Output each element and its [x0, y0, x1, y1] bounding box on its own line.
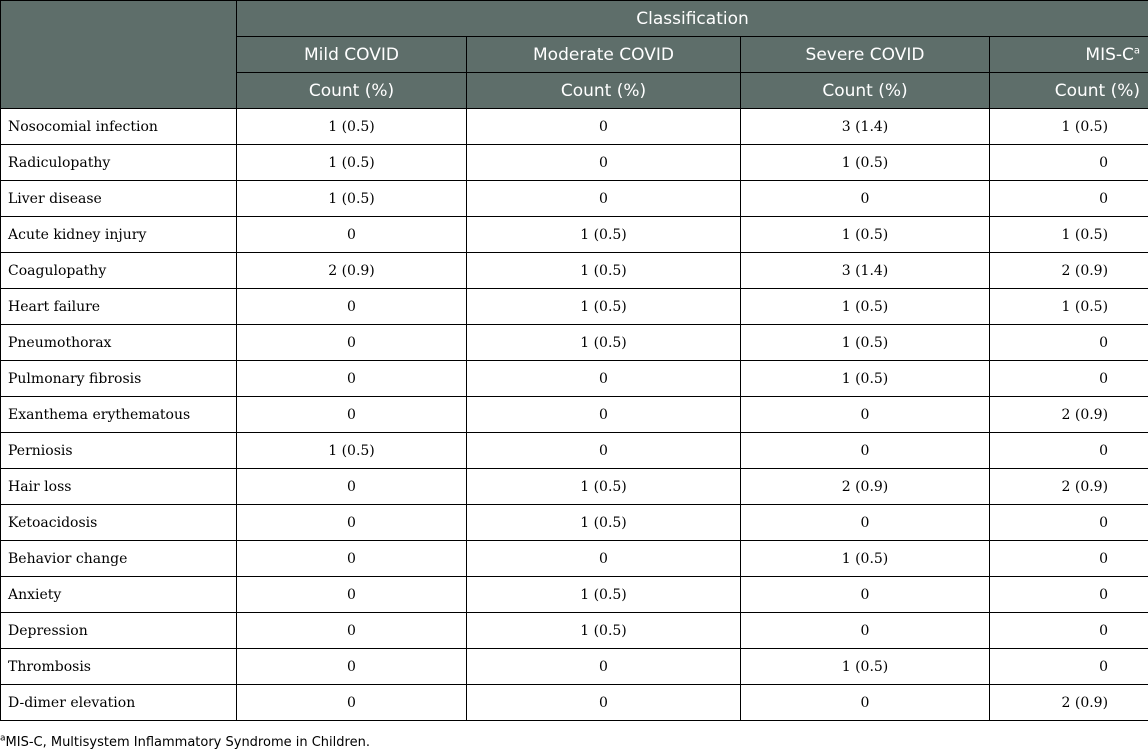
- cell-severe: 0: [741, 577, 990, 613]
- row-label: Pulmonary fibrosis: [1, 361, 237, 397]
- cell-mis-c: 2 (0.9): [990, 469, 1148, 505]
- cell-moderate: 0: [467, 181, 741, 217]
- cell-mis-c: 0: [990, 361, 1148, 397]
- cell-mild: 0: [237, 217, 467, 253]
- row-label: Behavior change: [1, 541, 237, 577]
- table-row: [1, 469, 1148, 505]
- cell-severe: 0: [741, 685, 990, 721]
- footnote-marker: a: [0, 733, 6, 744]
- cell-severe: 0: [741, 181, 990, 217]
- cell-mild: 0: [237, 505, 467, 541]
- row-label: Ketoacidosis: [1, 505, 237, 541]
- subheader-moderate-count: Count (%): [467, 73, 741, 109]
- cell-mis-c: 0: [990, 649, 1148, 685]
- table-row: [1, 685, 1148, 721]
- cell-severe: 3 (1.4): [741, 109, 990, 145]
- footnote-text: MIS-C, Multisystem Inflammatory Syndrome in Children.: [5, 735, 370, 750]
- cell-mild: 0: [237, 541, 467, 577]
- table-row: [1, 577, 1148, 613]
- cell-mis-c: 0: [990, 325, 1148, 361]
- cell-severe: 0: [741, 433, 990, 469]
- row-label: Liver disease: [1, 181, 237, 217]
- cell-mild: 0: [237, 613, 467, 649]
- table-row: [1, 541, 1148, 577]
- cell-moderate: 1 (0.5): [467, 469, 741, 505]
- cell-mild: 0: [237, 577, 467, 613]
- cell-mis-c: 2 (0.9): [990, 685, 1148, 721]
- cell-severe: 1 (0.5): [741, 145, 990, 181]
- cell-moderate: 0: [467, 649, 741, 685]
- table-body: [1, 109, 1148, 721]
- cell-moderate: 0: [467, 361, 741, 397]
- cell-mis-c: 0: [990, 181, 1148, 217]
- cell-moderate: 0: [467, 109, 741, 145]
- cell-mild: 0: [237, 361, 467, 397]
- cell-mis-c: 0: [990, 577, 1148, 613]
- table-row: [1, 253, 1148, 289]
- subheader-mild-count: Count (%): [237, 73, 467, 109]
- table-row: [1, 109, 1148, 145]
- cell-mis-c: 1 (0.5): [990, 289, 1148, 325]
- row-label: Anxiety: [1, 577, 237, 613]
- cell-moderate: 1 (0.5): [467, 217, 741, 253]
- cell-mild: 2 (0.9): [237, 253, 467, 289]
- row-label: Thrombosis: [1, 649, 237, 685]
- cell-severe: 0: [741, 505, 990, 541]
- cell-mis-c: 0: [990, 145, 1148, 181]
- cell-mis-c: 0: [990, 433, 1148, 469]
- cell-moderate: 1 (0.5): [467, 613, 741, 649]
- table-row: [1, 289, 1148, 325]
- subheader-mis-c-count: Count (%): [990, 73, 1148, 109]
- cell-mis-c: 2 (0.9): [990, 397, 1148, 433]
- cell-moderate: 1 (0.5): [467, 289, 741, 325]
- cell-mis-c: 2 (0.9): [990, 253, 1148, 289]
- cell-mild: 1 (0.5): [237, 433, 467, 469]
- table-footnote: [0, 735, 370, 750]
- cell-moderate: 0: [467, 433, 741, 469]
- row-label: Pneumothorax: [1, 325, 237, 361]
- cell-severe: 1 (0.5): [741, 217, 990, 253]
- row-label: Coagulopathy: [1, 253, 237, 289]
- cell-moderate: 1 (0.5): [467, 577, 741, 613]
- row-label: Radiculopathy: [1, 145, 237, 181]
- table-row: [1, 361, 1148, 397]
- cell-severe: 3 (1.4): [741, 253, 990, 289]
- cell-severe: 1 (0.5): [741, 649, 990, 685]
- column-header-mis-c: [990, 37, 1148, 73]
- cell-mis-c: 0: [990, 541, 1148, 577]
- cell-mis-c: 1 (0.5): [990, 109, 1148, 145]
- cell-mis-c: 1 (0.5): [990, 217, 1148, 253]
- cell-mild: 1 (0.5): [237, 181, 467, 217]
- column-header-mis-c-label: MIS-C: [1085, 44, 1134, 65]
- table-row: [1, 397, 1148, 433]
- row-label: Depression: [1, 613, 237, 649]
- cell-mild: 0: [237, 649, 467, 685]
- table-row: [1, 217, 1148, 253]
- cell-mild: 0: [237, 397, 467, 433]
- row-label: Acute kidney injury: [1, 217, 237, 253]
- cell-mild: 0: [237, 289, 467, 325]
- cell-severe: 0: [741, 613, 990, 649]
- cell-moderate: 0: [467, 541, 741, 577]
- cell-moderate: 1 (0.5): [467, 325, 741, 361]
- row-label: Perniosis: [1, 433, 237, 469]
- cell-mild: 1 (0.5): [237, 145, 467, 181]
- cell-mild: 1 (0.5): [237, 109, 467, 145]
- row-label: D-dimer elevation: [1, 685, 237, 721]
- group-header-classification: Classification: [237, 1, 1148, 37]
- subheader-severe-count: Count (%): [741, 73, 990, 109]
- table-row: [1, 181, 1148, 217]
- cell-moderate: 0: [467, 397, 741, 433]
- cell-severe: 2 (0.9): [741, 469, 990, 505]
- table-row: [1, 505, 1148, 541]
- table-row: [1, 433, 1148, 469]
- cell-mild: 0: [237, 469, 467, 505]
- table-row: [1, 613, 1148, 649]
- cell-mis-c: 0: [990, 613, 1148, 649]
- cell-severe: 1 (0.5): [741, 541, 990, 577]
- cell-moderate: 1 (0.5): [467, 253, 741, 289]
- corner-header-cell: [1, 1, 237, 109]
- column-header-severe: Severe COVID: [741, 37, 990, 73]
- cell-mild: 0: [237, 685, 467, 721]
- row-label: Nosocomial infection: [1, 109, 237, 145]
- column-header-mis-c-footnote-marker: a: [1133, 44, 1141, 56]
- table-row: [1, 145, 1148, 181]
- cell-severe: 1 (0.5): [741, 361, 990, 397]
- row-label: Exanthema erythematous: [1, 397, 237, 433]
- cell-severe: 1 (0.5): [741, 325, 990, 361]
- row-label: Heart failure: [1, 289, 237, 325]
- column-header-moderate: Moderate COVID: [467, 37, 741, 73]
- column-header-mild: Mild COVID: [237, 37, 467, 73]
- table-row: [1, 325, 1148, 361]
- cell-severe: 1 (0.5): [741, 289, 990, 325]
- cell-moderate: 0: [467, 145, 741, 181]
- cell-moderate: 1 (0.5): [467, 505, 741, 541]
- cell-mis-c: 0: [990, 505, 1148, 541]
- table-row: [1, 649, 1148, 685]
- cell-mild: 0: [237, 325, 467, 361]
- cell-severe: 0: [741, 397, 990, 433]
- row-label: Hair loss: [1, 469, 237, 505]
- cell-moderate: 0: [467, 685, 741, 721]
